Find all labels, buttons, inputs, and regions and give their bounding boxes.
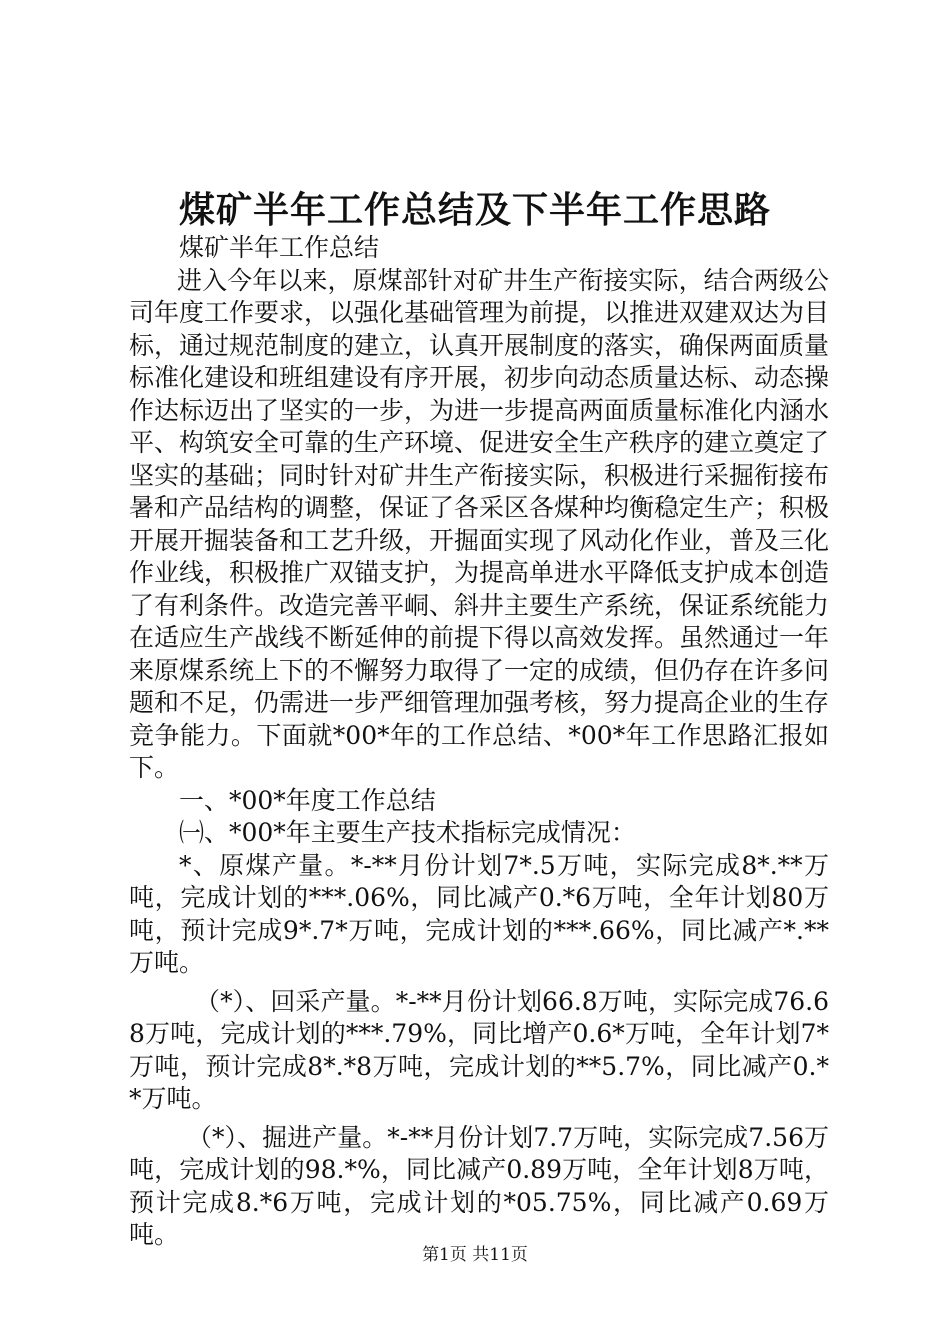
paragraph-tunneling-output: （*）、掘进产量。*-**月份计划7.7万吨，实际完成7.56万吨，完成计划的98.*%，同比减产0.89万吨，全年计划8万吨，预计完成8.*6万吨，完成计划的*05.75%，同比减产0.69万吨。 xyxy=(129,1122,829,1249)
section-heading-1-1: ㈠、*00*年主要生产技术指标完成情况： xyxy=(179,818,636,847)
paragraph-mining-output: （*）、回采产量。*-**月份计划66.8万吨，实际完成76.68万吨，完成计划的***.79%，同比增产0.6*万吨，全年计划7*万吨，预计完成8*.*8万吨，完成计划的**5.7%，同比减产0.**万吨。 xyxy=(129,986,829,1113)
paragraph-intro: 进入今年以来，原煤部针对矿井生产衔接实际，结合两级公司年度工作要求，以强化基础管理为前提，以推进双建双达为目标，通过规范制度的建立，认真开展制度的落实，确保两面质量标准化建设和班组建设有序开展，初步向动态质量达标、动态操作达标迈出了坚实的一步，为进一步提高两面质量标准化内涵水平、构筑安全可靠的生产环境、促进安全生产秩序的建立奠定了坚实的基础；同时针对矿井生产衔接实际，积极进行采掘衔接布暑和产品结构的调整，保证了各采区各煤种均衡稳定生产；积极开展开掘装备和工艺升级，开掘面实现了风动化作业，普及三化作业线，积极推广双锚支护，为提高单进水平降低支护成本创造了有利条件。改造完善平峒、斜井主要生产系统，保证系统能力在适应生产战线不断延伸的前提下得以高效发挥。虽然通过一年来原煤系统上下的不懈努力取得了一定的成绩，但仍存在许多问题和不足，仍需进一步严细管理加强考核，努力提高企业的生存竞争能力。下面就*00*年的工作总结、*00*年工作思路汇报如下。 xyxy=(129,265,830,782)
section-heading-1: 一、*00*年度工作总结 xyxy=(179,785,436,815)
document-body xyxy=(129,232,829,1252)
document-subtitle: 煤矿半年工作总结 xyxy=(179,233,380,262)
paragraph-coal-output: *、原煤产量。*-**月份计划7*.5万吨，实际完成8*.**万吨，完成计划的***.06%，同比减产0.*6万吨，全年计划80万吨，预计完成9*.7*万吨，完成计划的***.66%，同比减产*.**万吨。 xyxy=(129,850,829,977)
document-title: 煤矿半年工作总结及下半年工作思路 xyxy=(178,189,771,231)
page-footer: 第1页 共11页 xyxy=(422,1245,528,1265)
